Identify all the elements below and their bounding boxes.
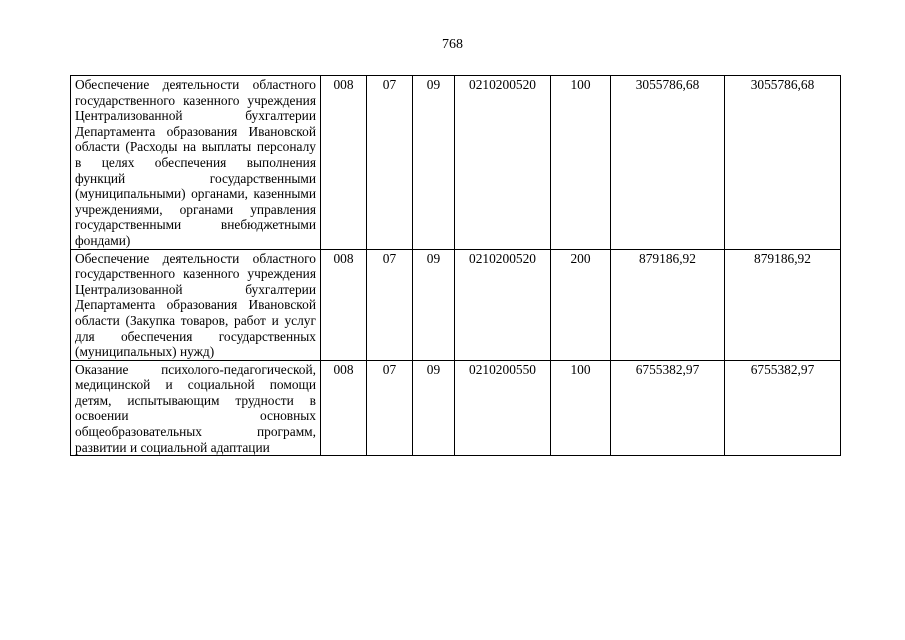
subsection-code-cell: 09 bbox=[413, 360, 455, 456]
table-row bbox=[71, 360, 841, 456]
expense-type-cell: 100 bbox=[551, 360, 611, 456]
amount-2-cell: 879186,92 bbox=[725, 249, 841, 360]
page-number: 768 bbox=[442, 37, 463, 52]
target-article-cell: 0210200520 bbox=[455, 249, 551, 360]
expense-type-cell: 100 bbox=[551, 76, 611, 250]
amount-1-cell: 879186,92 bbox=[611, 249, 725, 360]
subsection-code-cell: 09 bbox=[413, 76, 455, 250]
budget-table bbox=[70, 75, 841, 456]
expense-name-cell: Оказание психолого-педагогической, медицинской и социальной помощи детям, испытывающим трудности в освоении основных общеобразовательных программ, развитии и социальной адаптации bbox=[71, 360, 321, 456]
amount-1-cell: 3055786,68 bbox=[611, 76, 725, 250]
ministry-code-cell: 008 bbox=[321, 360, 367, 456]
amount-2-cell: 6755382,97 bbox=[725, 360, 841, 456]
section-code-cell: 07 bbox=[367, 249, 413, 360]
table-row bbox=[71, 249, 841, 360]
expense-name-cell: Обеспечение деятельности областного государственного казенного учреждения Централизованной бухгалтерии Департамента образования Ивановской области (Закупка товаров, работ и услуг для обеспечения государственных (муниципальных) нужд) bbox=[71, 249, 321, 360]
expense-type-cell: 200 bbox=[551, 249, 611, 360]
section-code-cell: 07 bbox=[367, 76, 413, 250]
ministry-code-cell: 008 bbox=[321, 249, 367, 360]
expense-name-cell: Обеспечение деятельности областного государственного казенного учреждения Централизованной бухгалтерии Департамента образования Ивановской области (Расходы на выплаты персоналу в целях обеспечения выполнения функций государственными (муниципальными) органами, казенными учреждениями, органами управления государственными внебюджетными фондами) bbox=[71, 76, 321, 250]
table-row bbox=[71, 76, 841, 250]
amount-2-cell: 3055786,68 bbox=[725, 76, 841, 250]
subsection-code-cell: 09 bbox=[413, 249, 455, 360]
target-article-cell: 0210200550 bbox=[455, 360, 551, 456]
amount-1-cell: 6755382,97 bbox=[611, 360, 725, 456]
target-article-cell: 0210200520 bbox=[455, 76, 551, 250]
ministry-code-cell: 008 bbox=[321, 76, 367, 250]
section-code-cell: 07 bbox=[367, 360, 413, 456]
